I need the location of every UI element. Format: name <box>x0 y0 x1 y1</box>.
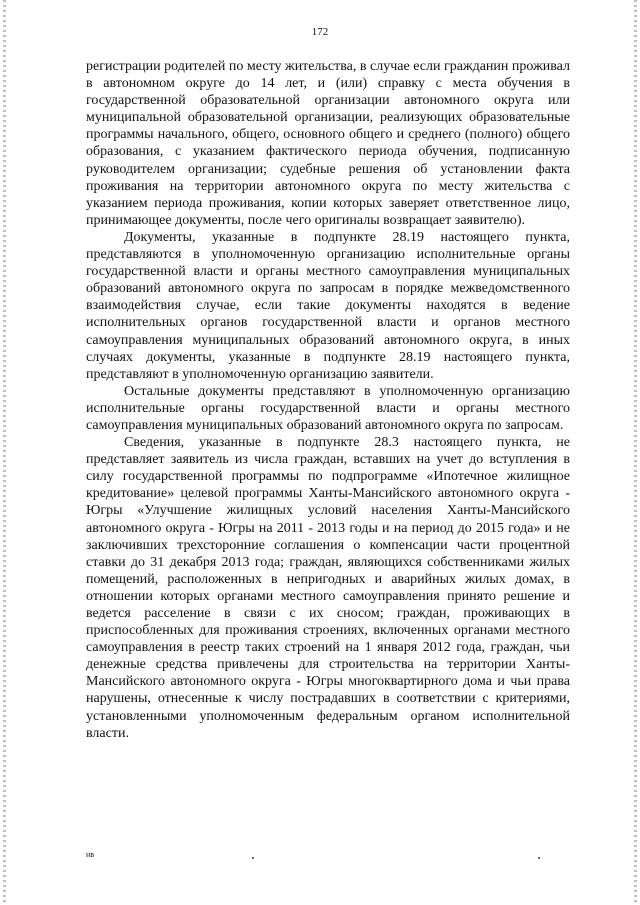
scan-speck <box>538 857 540 859</box>
paragraph-continuation: регистрации родителей по месту жительства, в случае если гражданин проживал в автономном округе до 14 лет, и (или) справку с места обучения в государственной образовательной организации автономного округа или муниципальной образовательной организации, реализующих образовательные программы начального, общего, основного общего и среднего (полного) общего образования, с указанием фактического периода обучения, подписанную руководителем организации; судебные решения об установлении факта проживания на территории автономного округа по месту жительства с указанием периода проживания, копии которых заверяет ответственное лицо, принимающее документы, после чего оригиналы возвращает заявителю). <box>86 59 570 228</box>
page-number: 172 <box>311 26 329 38</box>
scan-edge-left <box>3 0 6 905</box>
footer-mark: нв <box>86 850 95 859</box>
scan-edge-right <box>634 0 637 905</box>
paragraph-information-28-3: Сведения, указанные в подпункте 28.3 настоящего пункта, не представляет заявитель из числа граждан, вставших на учет до вступления в силу государственной программы по подпрограмме «Ипотечное жилищное кредитование» целевой программы Ханты-Мансийского автономного округа - Югры «Улучшение жилищных условий населения Ханты-Мансийского автономного округа - Югры на 2011 - 2013 годы и на период до 2015 года» и не заключивших трехсторонние соглашения о компенсации части процентной ставки до 31 декабря 2013 года; граждан, являющихся собственниками жилых помещений, расположенных в непригодных и аварийных жилых домах, в отношении которых органами местного самоуправления принято решение и ведется расселение в связи с их сносом; граждан, проживающих в приспособленных для проживания строениях, включенных органами местного самоуправления в реестр таких строений на 1 января 2012 года, граждан, чьи денежные средства привлечены для строительства на территории Ханты-Мансийского автономного округа - Югры многоквартирного дома и чьи права нарушены, отнесенные к числу пострадавших в соответствии с критериями, установленными уполномоченным федеральным органом исполнительной власти. <box>86 435 570 741</box>
paragraph-other-documents: Остальные документы представляют в уполномоченную организацию исполнительные органы государственной власти и органы местного самоуправления муниципальных образований автономного округа по запросам. <box>86 383 570 433</box>
scan-speck <box>252 857 254 859</box>
paragraph-documents-28-19: Документы, указанные в подпункте 28.19 настоящего пункта, представляются в уполномоченную организацию исполнительные органы государственной власти и органы местного самоуправления муниципальных образований автономного округа по запросам в порядке межведомственного взаимодействия случае, если такие документы находятся в ведение исполнительных органов государственной власти и органов местного самоуправления муниципальных образований автономного округа, в иных случаях документы, указанные в подпункте 28.19 настоящего пункта, представляют в уполномоченную организацию заявители. <box>86 229 570 382</box>
document-body <box>86 58 570 742</box>
